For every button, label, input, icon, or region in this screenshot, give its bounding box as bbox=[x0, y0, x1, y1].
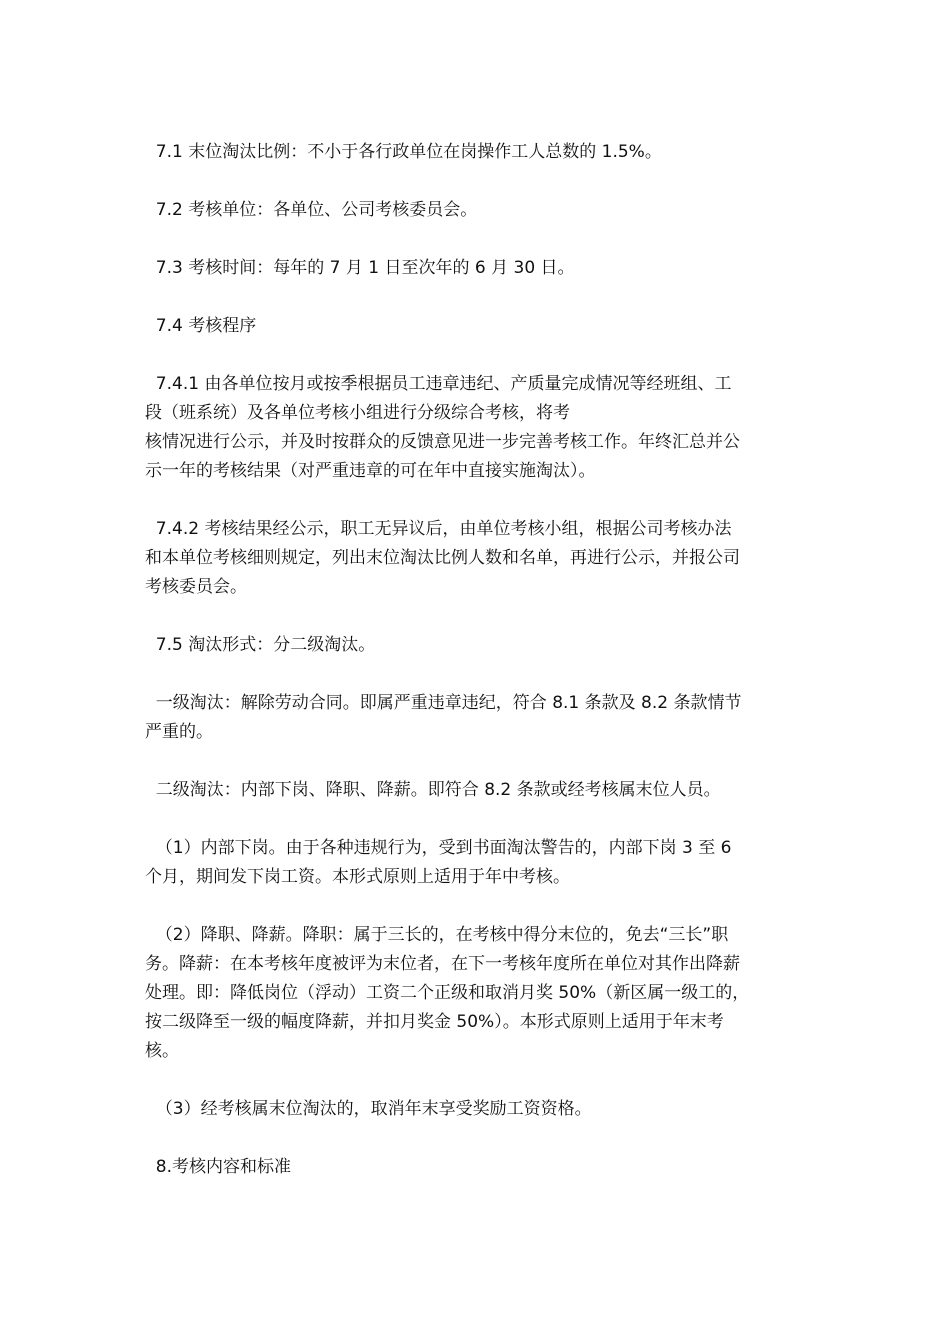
paragraph-level-1 bbox=[145, 689, 807, 747]
text-line: 一级淘汰：解除劳动合同。即属严重违章违纪，符合 8.1 条款及 8.2 条款情节 bbox=[145, 693, 742, 713]
text-line: （2）降职、降薪。降职：属于三长的，在考核中得分末位的，免去“三长”职 bbox=[145, 925, 729, 945]
text-line: 和本单位考核细则规定，列出末位淘汰比例人数和名单，再进行公示，并报公司 bbox=[145, 548, 740, 568]
text-line: 段（班系统）及各单位考核小组进行分级综合考核，将考 bbox=[145, 403, 570, 423]
paragraph-7-3 bbox=[145, 254, 807, 283]
text-line: 7.4.1 由各单位按月或按季根据员工违章违纪、产质量完成情况等经班组、工 bbox=[145, 374, 732, 394]
paragraph-7-4 bbox=[145, 312, 807, 341]
text-line: （1）内部下岗。由于各种违规行为，受到书面淘汰警告的，内部下岗 3 至 6 bbox=[145, 838, 732, 858]
paragraph-level-2 bbox=[145, 776, 807, 805]
text-line: 核情况进行公示，并及时按群众的反馈意见进一步完善考核工作。年终汇总并公 bbox=[145, 432, 740, 452]
section-heading-8 bbox=[145, 1153, 807, 1182]
text-line: 7.1 末位淘汰比例：不小于各行政单位在岗操作工人总数的 1.5%。 bbox=[145, 142, 662, 162]
paragraph-item-3 bbox=[145, 1095, 807, 1124]
paragraph-7-1 bbox=[145, 138, 807, 167]
text-line: （3）经考核属末位淘汰的，取消年末享受奖励工资资格。 bbox=[145, 1099, 592, 1119]
document-page bbox=[145, 138, 807, 1211]
text-line: 处理。即：降低岗位（浮动）工资二个正级和取消月奖 50%（新区属一级工的， bbox=[145, 983, 750, 1003]
paragraph-item-2 bbox=[145, 921, 807, 1066]
text-line: 7.2 考核单位：各单位、公司考核委员会。 bbox=[145, 200, 478, 220]
text-line: 7.3 考核时间：每年的 7 月 1 日至次年的 6 月 30 日。 bbox=[145, 258, 575, 278]
text-line: 核。 bbox=[145, 1041, 179, 1061]
text-line: 7.4 考核程序 bbox=[145, 316, 257, 336]
text-line: 个月，期间发下岗工资。本形式原则上适用于年中考核。 bbox=[145, 867, 570, 887]
text-line: 务。降薪：在本考核年度被评为末位者，在下一考核年度所在单位对其作出降薪 bbox=[145, 954, 740, 974]
text-line: 示一年的考核结果（对严重违章的可在年中直接实施淘汰）。 bbox=[145, 461, 596, 481]
text-line: 7.4.2 考核结果经公示，职工无异议后，由单位考核小组，根据公司考核办法 bbox=[145, 519, 732, 539]
text-line: 按二级降至一级的幅度降薪，并扣月奖金 50%）。本形式原则上适用于年末考 bbox=[145, 1012, 724, 1032]
paragraph-item-1 bbox=[145, 834, 807, 892]
paragraph-7-2 bbox=[145, 196, 807, 225]
text-line: 二级淘汰：内部下岗、降职、降薪。即符合 8.2 条款或经考核属末位人员。 bbox=[145, 780, 721, 800]
paragraph-7-4-1 bbox=[145, 370, 807, 486]
text-line: 8.考核内容和标准 bbox=[145, 1157, 292, 1177]
paragraph-7-5 bbox=[145, 631, 807, 660]
text-line: 7.5 淘汰形式：分二级淘汰。 bbox=[145, 635, 376, 655]
text-line: 考核委员会。 bbox=[145, 577, 247, 597]
text-line: 严重的。 bbox=[145, 722, 213, 742]
paragraph-7-4-2 bbox=[145, 515, 807, 602]
